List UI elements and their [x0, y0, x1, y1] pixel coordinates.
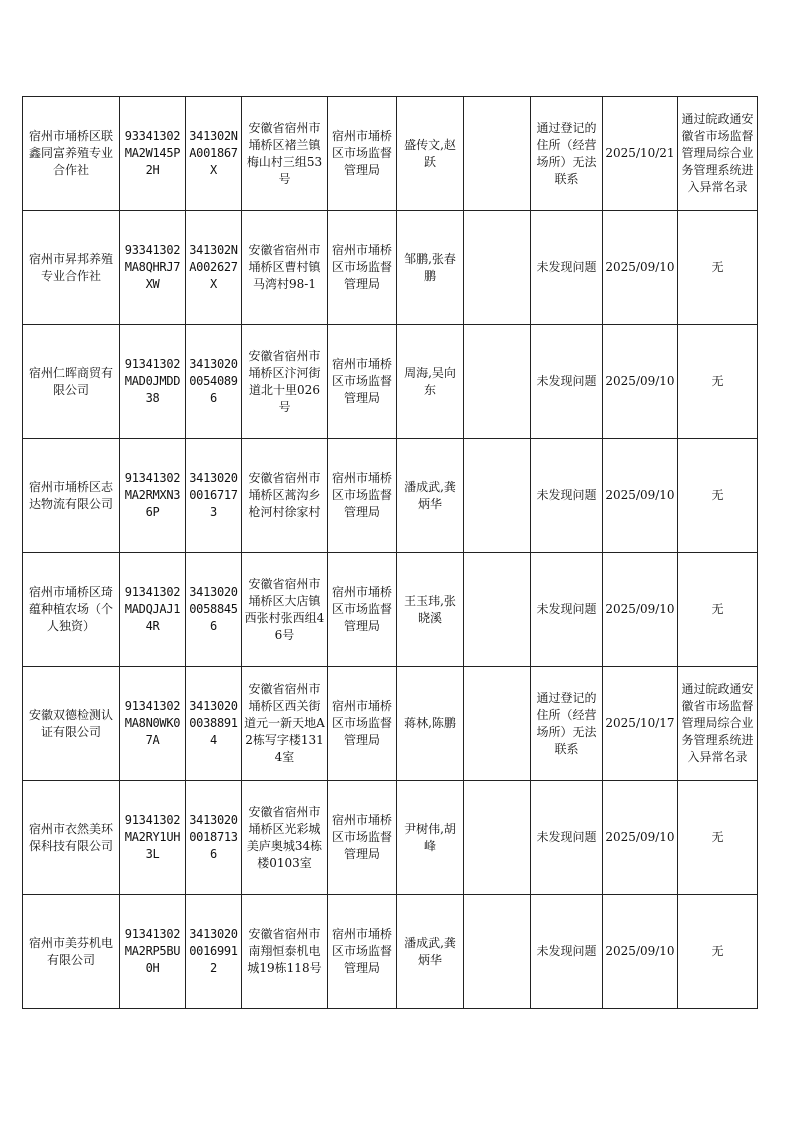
handling-action-cell: 无: [678, 439, 758, 553]
company-name-cell: 宿州市美芬机电有限公司: [23, 895, 120, 1009]
inspectors-cell: 潘成武,龚炳华: [397, 439, 464, 553]
authority-cell: 宿州市埇桥区市场监督管理局: [328, 97, 397, 211]
table-row: [23, 781, 758, 895]
registration-number-cell: 341302000588456: [186, 553, 242, 667]
inspection-result-cell: 未发现问题: [531, 553, 603, 667]
table-row: [23, 97, 758, 211]
empty-cell: [464, 667, 531, 781]
inspectors-cell: 尹树伟,胡峰: [397, 781, 464, 895]
inspection-result-cell: 未发现问题: [531, 781, 603, 895]
inspectors-cell: 邹鹏,张春鹏: [397, 211, 464, 325]
company-name-cell: 宿州市埇桥区志达物流有限公司: [23, 439, 120, 553]
inspection-result-cell: 未发现问题: [531, 325, 603, 439]
empty-cell: [464, 895, 531, 1009]
address-cell: 安徽省宿州市埇桥区汴河街道北十里026号: [242, 325, 328, 439]
credit-code-cell: 93341302MA8QHRJ7XW: [120, 211, 186, 325]
company-name-cell: 宿州市昇邦养殖专业合作社: [23, 211, 120, 325]
table-row: [23, 667, 758, 781]
inspection-result-cell: 通过登记的住所（经营场所）无法联系: [531, 667, 603, 781]
empty-cell: [464, 325, 531, 439]
company-name-cell: 宿州仁晖商贸有限公司: [23, 325, 120, 439]
inspection-result-cell: 未发现问题: [531, 211, 603, 325]
registration-number-cell: 341302NA002627X: [186, 211, 242, 325]
credit-code-cell: 93341302MA2W145P2H: [120, 97, 186, 211]
handling-action-cell: 无: [678, 553, 758, 667]
credit-code-cell: 91341302MAD0JMDD38: [120, 325, 186, 439]
authority-cell: 宿州市埇桥区市场监督管理局: [328, 667, 397, 781]
inspection-date-cell: 2025/09/10: [603, 439, 678, 553]
table-row: [23, 553, 758, 667]
credit-code-cell: 91341302MA2RP5BU0H: [120, 895, 186, 1009]
inspectors-cell: 盛传文,赵跃: [397, 97, 464, 211]
table-row: [23, 895, 758, 1009]
address-cell: 安徽省宿州市埇桥区曹村镇马湾村98-1: [242, 211, 328, 325]
authority-cell: 宿州市埇桥区市场监督管理局: [328, 553, 397, 667]
handling-action-cell: 无: [678, 781, 758, 895]
empty-cell: [464, 211, 531, 325]
registration-number-cell: 341302000187136: [186, 781, 242, 895]
authority-cell: 宿州市埇桥区市场监督管理局: [328, 895, 397, 1009]
inspection-result-cell: 通过登记的住所（经营场所）无法联系: [531, 97, 603, 211]
authority-cell: 宿州市埇桥区市场监督管理局: [328, 781, 397, 895]
credit-code-cell: 91341302MA8N0WK07A: [120, 667, 186, 781]
company-name-cell: 宿州市衣然美环保科技有限公司: [23, 781, 120, 895]
handling-action-cell: 无: [678, 895, 758, 1009]
table-row: [23, 439, 758, 553]
inspection-result-cell: 未发现问题: [531, 439, 603, 553]
registration-number-cell: 341302000167173: [186, 439, 242, 553]
inspectors-cell: 潘成武,龚炳华: [397, 895, 464, 1009]
empty-cell: [464, 781, 531, 895]
registration-number-cell: 341302000388914: [186, 667, 242, 781]
inspection-date-cell: 2025/09/10: [603, 325, 678, 439]
credit-code-cell: 91341302MA2RMXN36P: [120, 439, 186, 553]
empty-cell: [464, 553, 531, 667]
table-row: [23, 211, 758, 325]
inspection-date-cell: 2025/09/10: [603, 781, 678, 895]
address-cell: 安徽省宿州市埇桥区褚兰镇梅山村三组53号: [242, 97, 328, 211]
address-cell: 安徽省宿州市埇桥区蒿沟乡枪河村徐家村: [242, 439, 328, 553]
company-name-cell: 宿州市埇桥区琦蕴种植农场（个人独资）: [23, 553, 120, 667]
inspectors-cell: 王玉玮,张晓溪: [397, 553, 464, 667]
inspection-date-cell: 2025/09/10: [603, 211, 678, 325]
inspection-date-cell: 2025/09/10: [603, 553, 678, 667]
address-cell: 安徽省宿州市埇桥区西关街道元一新天地A2栋写字楼1314室: [242, 667, 328, 781]
authority-cell: 宿州市埇桥区市场监督管理局: [328, 325, 397, 439]
registration-number-cell: 341302000169912: [186, 895, 242, 1009]
inspection-date-cell: 2025/09/10: [603, 895, 678, 1009]
inspectors-cell: 周海,吴向东: [397, 325, 464, 439]
inspection-result-cell: 未发现问题: [531, 895, 603, 1009]
handling-action-cell: 通过皖政通安徽省市场监督管理局综合业务管理系统进入异常名录: [678, 667, 758, 781]
table-row: [23, 325, 758, 439]
address-cell: 安徽省宿州市南翔恒泰机电城19栋118号: [242, 895, 328, 1009]
registration-number-cell: 341302000540896: [186, 325, 242, 439]
credit-code-cell: 91341302MADQJAJ14R: [120, 553, 186, 667]
company-name-cell: 安徽双德检测认证有限公司: [23, 667, 120, 781]
handling-action-cell: 通过皖政通安徽省市场监督管理局综合业务管理系统进入异常名录: [678, 97, 758, 211]
authority-cell: 宿州市埇桥区市场监督管理局: [328, 211, 397, 325]
empty-cell: [464, 439, 531, 553]
inspection-results-table: [22, 96, 758, 1009]
address-cell: 安徽省宿州市埇桥区大店镇西张村张西组46号: [242, 553, 328, 667]
inspectors-cell: 蒋林,陈鹏: [397, 667, 464, 781]
credit-code-cell: 91341302MA2RY1UH3L: [120, 781, 186, 895]
handling-action-cell: 无: [678, 211, 758, 325]
company-name-cell: 宿州市埇桥区联鑫同富养殖专业合作社: [23, 97, 120, 211]
inspection-date-cell: 2025/10/21: [603, 97, 678, 211]
empty-cell: [464, 97, 531, 211]
handling-action-cell: 无: [678, 325, 758, 439]
authority-cell: 宿州市埇桥区市场监督管理局: [328, 439, 397, 553]
registration-number-cell: 341302NA001867X: [186, 97, 242, 211]
inspection-date-cell: 2025/10/17: [603, 667, 678, 781]
address-cell: 安徽省宿州市埇桥区光彩城美庐奥城34栋楼0103室: [242, 781, 328, 895]
